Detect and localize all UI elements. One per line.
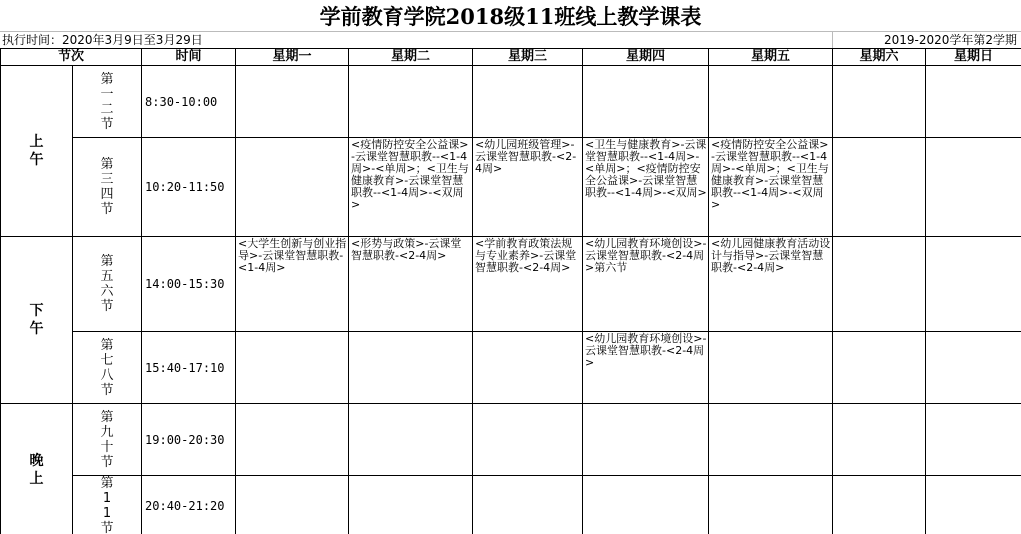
table-row bbox=[1, 237, 1021, 332]
course-cell bbox=[709, 404, 833, 476]
table-row bbox=[1, 138, 1021, 237]
course-cell bbox=[473, 332, 583, 404]
header-thursday: 星期四 bbox=[583, 49, 709, 66]
course-cell: <疫情防控安全公益课>-云课堂智慧职教--<1-4周>-<单周>；<卫生与健康教育>-云课堂智慧职教--<1-4周>-<双周> bbox=[709, 138, 833, 237]
course-cell bbox=[926, 476, 1021, 534]
course-cell: <学前教育政策法规与专业素养>-云课堂智慧职教-<2-4周> bbox=[473, 237, 583, 332]
course-cell: <幼儿园健康教育活动设计与指导>-云课堂智慧职教-<2-4周> bbox=[709, 237, 833, 332]
course-cell bbox=[236, 332, 349, 404]
section-text: 第一二节 bbox=[100, 72, 114, 132]
time-cell: 15:40-17:10 bbox=[142, 332, 236, 404]
course-cell bbox=[709, 66, 833, 138]
course-cell bbox=[473, 476, 583, 534]
course-cell bbox=[926, 237, 1021, 332]
time-cell: 8:30-10:00 bbox=[142, 66, 236, 138]
header-saturday: 星期六 bbox=[833, 49, 926, 66]
course-cell bbox=[473, 66, 583, 138]
course-cell: <幼儿园教育环境创设>-云课堂智慧职教-<2-4周> bbox=[583, 332, 709, 404]
section-label bbox=[73, 138, 142, 237]
period-label: 晚上 bbox=[29, 452, 45, 488]
table-row bbox=[1, 476, 1021, 534]
course-cell bbox=[833, 138, 926, 237]
course-cell bbox=[583, 66, 709, 138]
course-cell: <大学生创新与创业指导>-云课堂智慧职教-<1-4周> bbox=[236, 237, 349, 332]
table-row bbox=[1, 332, 1021, 404]
header-row bbox=[1, 49, 1021, 66]
period-afternoon bbox=[1, 237, 73, 404]
section-label bbox=[73, 332, 142, 404]
course-cell bbox=[926, 66, 1021, 138]
section-label bbox=[73, 66, 142, 138]
course-cell bbox=[236, 476, 349, 534]
section-text: 第七八节 bbox=[100, 338, 114, 398]
time-cell: 10:20-11:50 bbox=[142, 138, 236, 237]
execution-period: 执行时间：2020年3月9日至3月29日 bbox=[2, 32, 203, 48]
header-monday: 星期一 bbox=[236, 49, 349, 66]
timetable-grid bbox=[0, 48, 1021, 534]
header-period: 节次 bbox=[1, 49, 142, 66]
course-cell bbox=[236, 66, 349, 138]
header-tuesday: 星期二 bbox=[349, 49, 473, 66]
section-label bbox=[73, 237, 142, 332]
info-divider bbox=[832, 31, 833, 48]
period-label: 下午 bbox=[29, 302, 45, 338]
course-cell bbox=[833, 237, 926, 332]
course-cell bbox=[236, 138, 349, 237]
time-cell: 20:40-21:20 bbox=[142, 476, 236, 534]
course-cell bbox=[349, 476, 473, 534]
page-title: 学前教育学院2018级11班线上教学课表 bbox=[0, 0, 1021, 32]
course-cell bbox=[926, 332, 1021, 404]
course-cell bbox=[709, 476, 833, 534]
course-cell bbox=[349, 332, 473, 404]
time-cell: 19:00-20:30 bbox=[142, 404, 236, 476]
course-cell: <幼儿园班级管理>-云课堂智慧职教-<2-4周> bbox=[473, 138, 583, 237]
table-row bbox=[1, 66, 1021, 138]
header-time: 时间 bbox=[142, 49, 236, 66]
table-row bbox=[1, 404, 1021, 476]
section-text: 第三四节 bbox=[100, 157, 114, 217]
course-cell: <卫生与健康教育>-云课堂智慧职教--<1-4周>-<单周>；<疫情防控安全公益课>-云课堂智慧职教--<1-4周>-<双周> bbox=[583, 138, 709, 237]
course-cell bbox=[833, 404, 926, 476]
section-label bbox=[73, 404, 142, 476]
section-text: 第11节 bbox=[100, 476, 114, 534]
section-text: 第九十节 bbox=[100, 410, 114, 470]
course-cell bbox=[349, 404, 473, 476]
course-cell bbox=[583, 404, 709, 476]
header-friday: 星期五 bbox=[709, 49, 833, 66]
period-evening bbox=[1, 404, 73, 534]
section-text: 第五六节 bbox=[100, 254, 114, 314]
header-sunday: 星期日 bbox=[926, 49, 1021, 66]
course-cell bbox=[709, 332, 833, 404]
period-label: 上午 bbox=[29, 133, 45, 169]
course-cell: <形势与政策>-云课堂智慧职教-<2-4周> bbox=[349, 237, 473, 332]
course-cell bbox=[833, 476, 926, 534]
course-cell bbox=[236, 404, 349, 476]
course-cell bbox=[583, 476, 709, 534]
course-cell: <幼儿园教育环境创设>-云课堂智慧职教-<2-4周>第六节 bbox=[583, 237, 709, 332]
timetable bbox=[0, 48, 1021, 534]
course-cell: <疫情防控安全公益课>-云课堂智慧职教--<1-4周>-<单周>；<卫生与健康教育>-云课堂智慧职教--<1-4周>-<双周> bbox=[349, 138, 473, 237]
course-cell bbox=[473, 404, 583, 476]
time-cell: 14:00-15:30 bbox=[142, 237, 236, 332]
period-morning bbox=[1, 66, 73, 237]
header-wednesday: 星期三 bbox=[473, 49, 583, 66]
course-cell bbox=[833, 332, 926, 404]
course-cell bbox=[833, 66, 926, 138]
course-cell bbox=[926, 138, 1021, 237]
semester-label: 2019-2020学年第2学期 bbox=[884, 32, 1017, 48]
course-cell bbox=[349, 66, 473, 138]
section-label bbox=[73, 476, 142, 534]
course-cell bbox=[926, 404, 1021, 476]
